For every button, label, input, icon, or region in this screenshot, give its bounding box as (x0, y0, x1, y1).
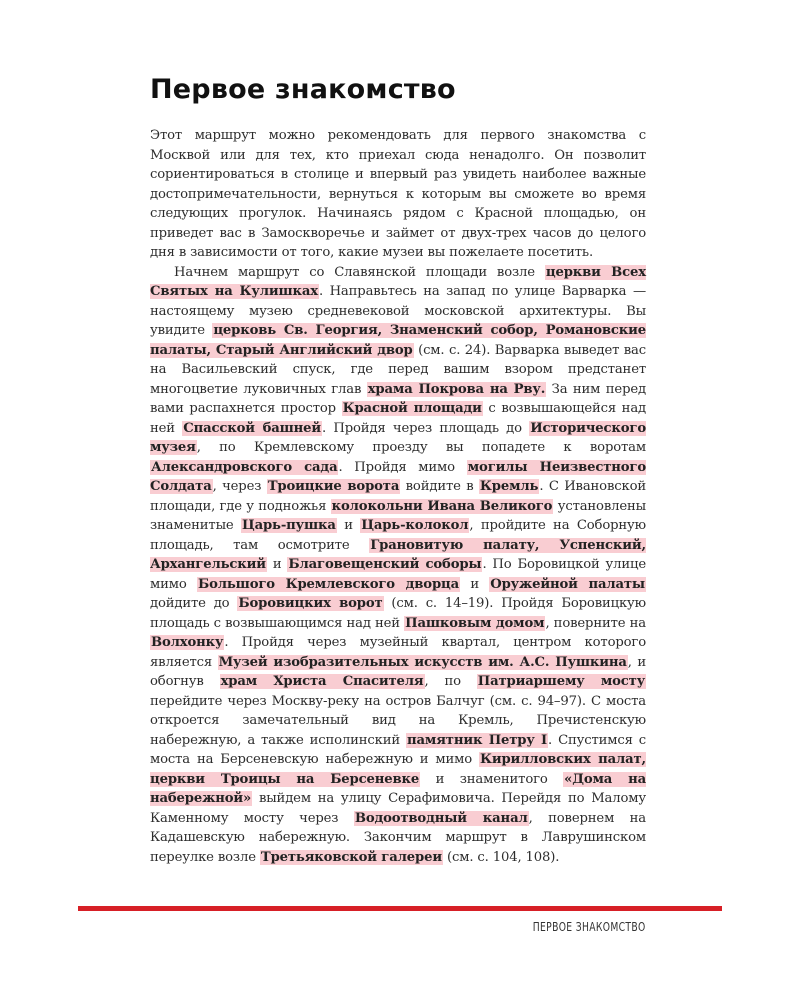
text-run: За ним перед вами распахнется простор (150, 381, 646, 416)
text-run: перейдите через Москву-реку на остров Балчуг (см. с. 94–97). С моста откроется замечательный вид на Кремль, Пречистенскую набережную, а также исполинский (150, 693, 646, 748)
landmark-highlight: храма Покрова на Рву. (367, 381, 546, 397)
landmark-highlight: Кремль (479, 479, 539, 494)
landmark-highlight: колокольни Ивана Великого (331, 498, 553, 514)
text-run: (см. с. 104, 108). (442, 849, 560, 865)
landmark-highlight: Боровицких ворот (238, 596, 383, 611)
landmark-highlight: Пашковым домом (405, 615, 545, 631)
text-run: , пройдите на Соборную площадь, там осмотрите (150, 518, 646, 553)
text-run: , через (212, 479, 267, 494)
text-run: , по (424, 674, 477, 689)
landmark-highlight: «Дома на набережной» (150, 771, 646, 806)
body-paragraph (150, 263, 646, 868)
text-run: . Направьтесь на запад по улице Варварка — настоящему музею средневековой московской архитектуры. Вы увидите (150, 284, 646, 338)
page-title: Первое знакомство (150, 74, 456, 105)
landmark-highlight: Патриаршему мосту (477, 674, 645, 689)
text-run: выйдем на улицу Серафимовича. Перейдя по Малому Каменному мосту через (150, 791, 646, 826)
landmark-highlight: Оружейной палаты (490, 576, 645, 592)
landmark-highlight: памятник Петру I (407, 732, 548, 748)
landmark-highlight: Троицкие ворота (267, 479, 400, 494)
text-run: Начнем маршрут со Славянской площади возле (174, 264, 545, 280)
text-run: . Спустимся с моста на Берсеневскую набережную и мимо (150, 732, 647, 767)
landmark-highlight: Спасской башней (183, 420, 322, 436)
landmark-highlight: Царь-колокол (361, 518, 469, 533)
text-run: . Пройдя мимо (338, 459, 467, 475)
landmark-highlight: Большого Кремлевского дворца (197, 576, 460, 592)
running-footer: ПЕРВОЕ ЗНАКОМСТВО (533, 919, 646, 934)
landmark-highlight: Благовещенский соборы (288, 557, 482, 572)
body-paragraph (150, 126, 646, 263)
text-run: установлены знаменитые (150, 498, 646, 533)
landmark-highlight: Кирилловских палат, церкви Троицы на Берсеневке (150, 752, 646, 787)
text-run: войдите в (400, 479, 479, 494)
text-run: . Пройдя через музейный квартал, центром которого является (150, 635, 646, 670)
text-run: , повернем на Кадашевскую набережную. Закончим маршрут в Лаврушинском переулке возле (150, 810, 646, 865)
text-run: . С Ивановской площади, где у подножья (150, 479, 646, 514)
text-run: и (460, 576, 490, 592)
text-run: . Пройдя через площадь до (322, 420, 530, 436)
landmark-highlight: Александровского сада (151, 459, 338, 475)
landmark-highlight: Исторического музея (150, 420, 646, 455)
landmark-highlight: церковь Св. Георгия, Знаменский собор, Романовские палаты, Старый Английский двор (150, 323, 646, 358)
route-description (150, 126, 646, 867)
text-run: с возвышающейся над ней (150, 401, 647, 436)
text-run: и знаменитого (420, 771, 564, 787)
text-run: , и обогнув (150, 654, 646, 689)
text-run: и (266, 557, 288, 572)
text-run: , поверните на (545, 615, 646, 631)
landmark-highlight: Царь-пушка (242, 518, 336, 533)
landmark-highlight: Музей изобразительных искусств им. А.С. Пушкина (218, 654, 627, 670)
text-run: . По Боровицкой улице мимо (150, 557, 646, 592)
landmark-highlight: Волхонку (151, 635, 224, 650)
text-run: Этот маршрут можно рекомендовать для первого знакомства с Москвой или для тех, кто приехал сюда ненадолго. Он позволит сориентироваться в столице и впервый раз увидеть наиболее важные достопримечательности, вернуться к которым вы сможете во время следующих прогулок. Начинаясь рядом с Красной площадью, он приведет вас в Замоскворечье и займет от двух-трех часов до целого дня в зависимости от того, какие музеи вы пожелаете посетить. (150, 128, 646, 260)
landmark-highlight: могилы Неизвестного Солдата (150, 459, 646, 494)
landmark-highlight: Грановитую палату, Успенский, Архангельский (150, 537, 646, 572)
text-run: (см. с. 24). Варварка выведет вас на Васильевский спуск, где перед вашим взором предстанет многоцветие луковичных глав (150, 342, 646, 397)
text-run: (см. с. 14–19). Пройдя Боровицкую площадь с возвышающимся над ней (150, 596, 647, 631)
text-run: и (336, 518, 361, 533)
landmark-highlight: Водоотводный канал (354, 810, 528, 826)
text-run: , по Кремлевскому проезду вы попадете к воротам (196, 440, 646, 455)
landmark-highlight: Красной площади (342, 401, 482, 416)
landmark-highlight: церкви Всех Святых на Кулишках (150, 264, 646, 299)
text-run: дойдите до (150, 596, 238, 611)
landmark-highlight: Третьяковской галереи (260, 849, 442, 865)
footer-rule (78, 906, 722, 911)
landmark-highlight: храм Христа Спасителя (220, 674, 424, 689)
